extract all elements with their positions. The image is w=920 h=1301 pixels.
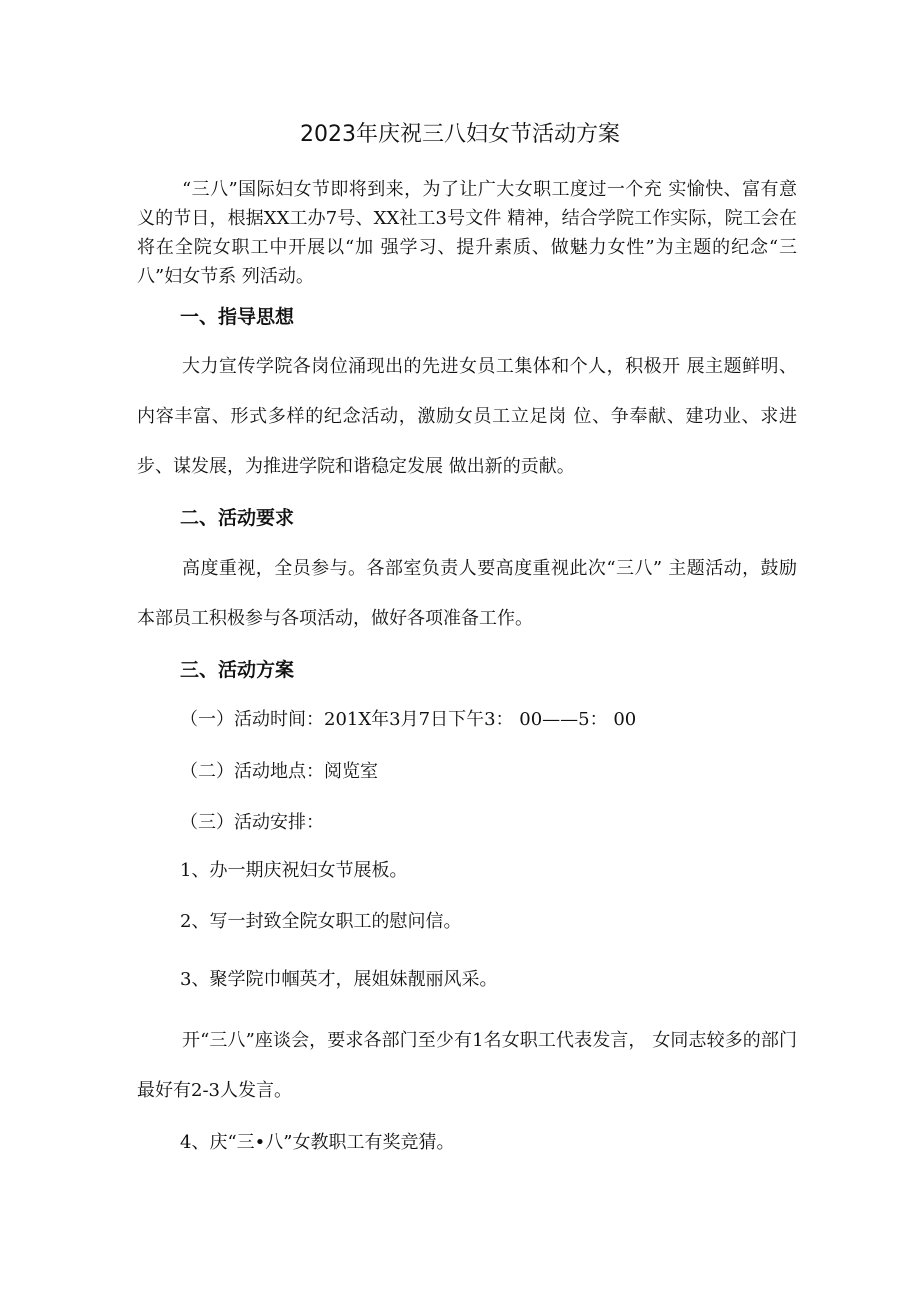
plan-item-2: 2、写一封致全院女职工的慰问信。: [180, 911, 462, 932]
plan-item-4: 4、庆“三•八”女教职工有奖竞猜。: [180, 1132, 455, 1153]
plan-item-time: （一）活动时间：201X年3月7日下午3： 00——5： 00: [180, 709, 637, 730]
section-body-requirements: 高度重视，全员参与。各部室负责人要高度重视此次“三八” 主题活动，鼓励本部员工积极参与各项活动，做好各项准备工作。: [137, 558, 797, 629]
plan-item-1: 1、办一期庆祝妇女节展板。: [180, 860, 408, 881]
plan-item-arrangement: （三）活动安排：: [180, 812, 324, 833]
intro-paragraph: “三八”国际妇女节即将到来，为了让广大女职工度过一个充 实愉快、富有意义的节日，根据XX工办7号、XX社工3号文件 精神，结合学院工作实际，院工会在将在全院女职工中开展以“加 强学习、提升素质、做魅力女性”为主题的纪念“三八”妇女节系 列活动。: [137, 179, 797, 287]
section-heading-requirements: 二、活动要求: [180, 507, 295, 529]
plan-item-3: 3、聚学院巾帼英才，展姐妹靓丽风采。: [180, 969, 498, 990]
plan-item-location: （二）活动地点：阅览室: [180, 761, 378, 782]
document-title: 2023年庆祝三八妇女节活动方案: [300, 122, 620, 147]
section-heading-guiding-thought: 一、指导思想: [180, 306, 295, 328]
plan-note: 开“三八”座谈会，要求各部门至少有1名女职工代表发言， 女同志较多的部门最好有2-3人发言。: [137, 1030, 797, 1101]
section-heading-plan: 三、活动方案: [180, 659, 295, 681]
section-body-guiding-thought: 大力宣传学院各岗位涌现出的先进女员工集体和个人，积极开 展主题鲜明、内容丰富、形式多样的纪念活动，激励女员工立足岗 位、争奉献、建功业、求进步、谋发展，为推进学院和谐稳定发展 做出新的贡献。: [137, 356, 797, 477]
